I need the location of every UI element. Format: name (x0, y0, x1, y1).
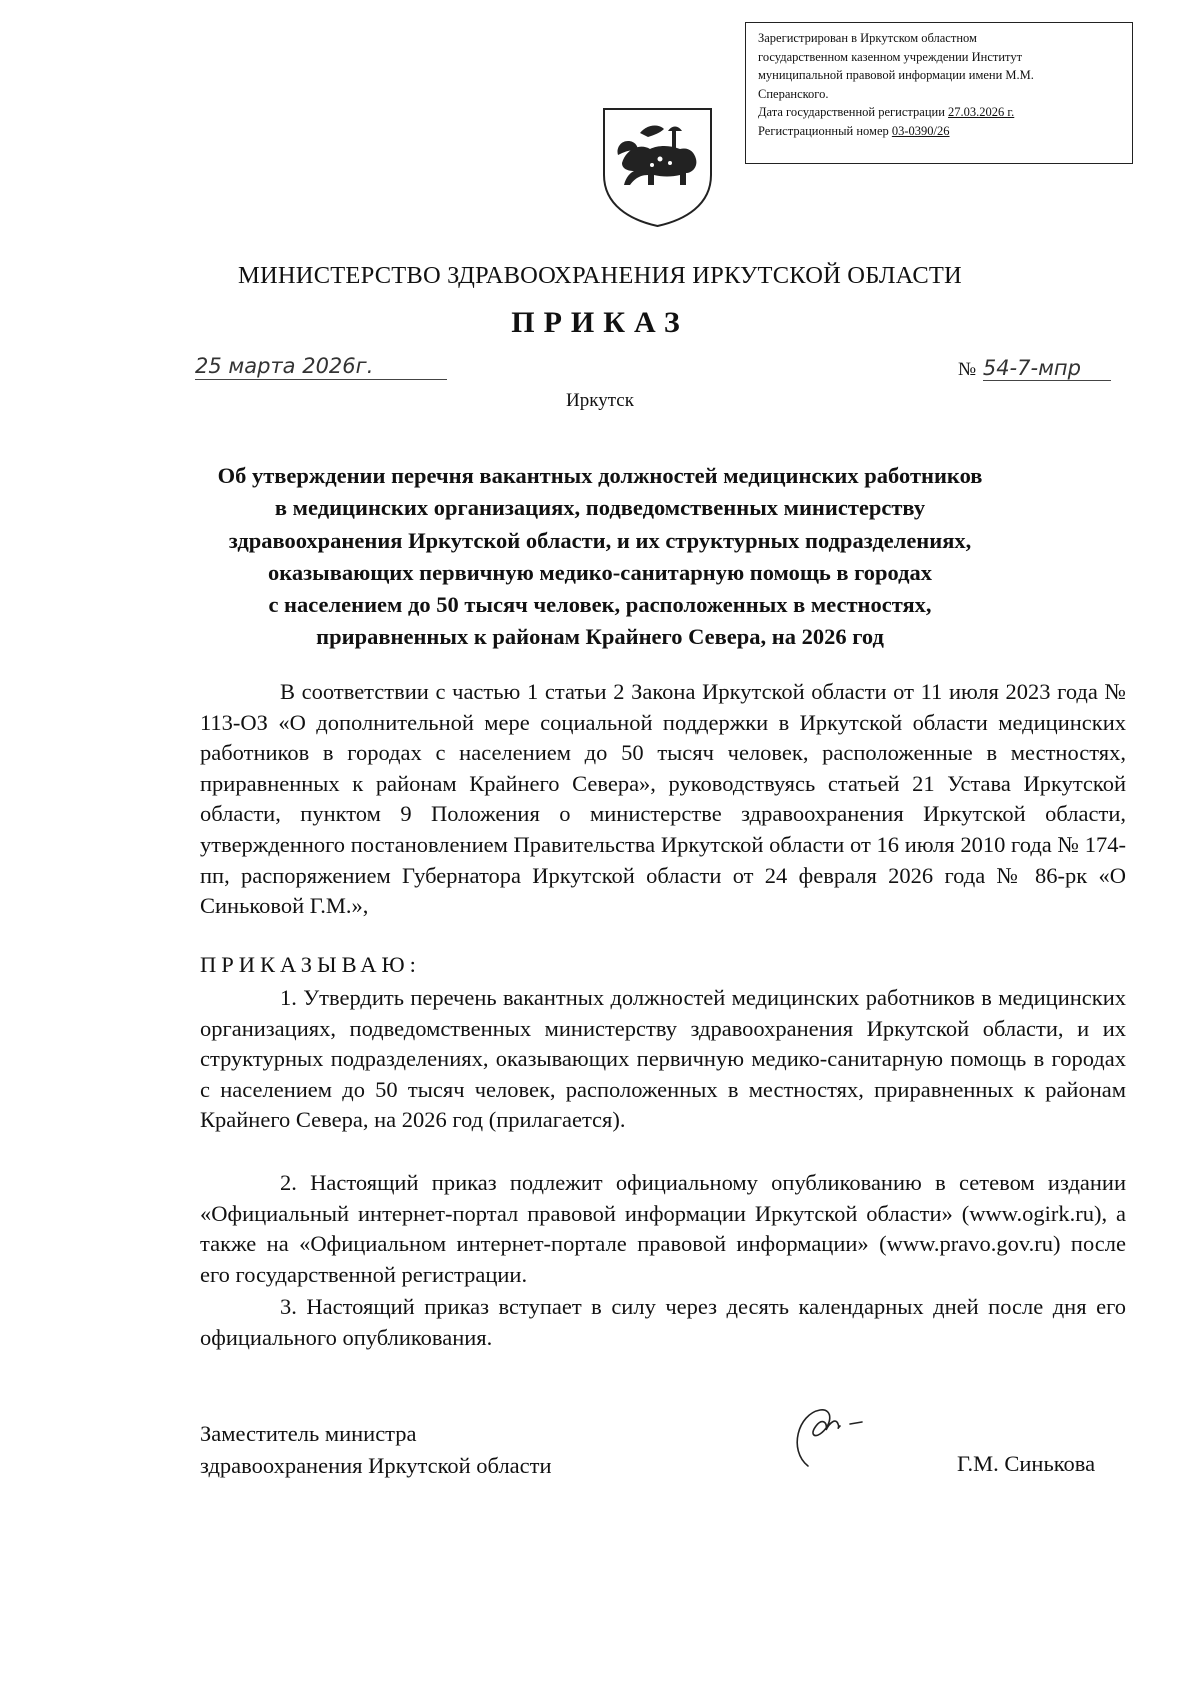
registration-line: Сперанского. (758, 86, 829, 101)
order-number-value: 54-7-мпр (983, 356, 1111, 381)
registration-date (758, 103, 1122, 122)
order-item-3: 3. Настоящий приказ вступает в силу через десять календарных дней после дня его официального опубликования. (200, 1294, 1126, 1350)
subject-line: Об утверждении перечня вакантных должностей медицинских работников (217, 463, 983, 488)
subject-line: оказывающих первичную медико-санитарную помощь в городах (267, 559, 933, 585)
preamble-paragraph: В соответствии с частью 1 статьи 2 Закона Иркутской области от 11 июля 2023 года № 113-ОЗ «О дополнительной мере социальной поддержки в Иркутской области медицинских работников в городах с населением до 50 тысяч человек, расположенные в местностях, приравненных к районам Крайнего Севера», руководствуясь статьей 21 Устава Иркутской области, пунктом 9 Положения о министерстве здравоохранения Иркутской области, утвержденного постановлением Правительства Иркутской области от 16 июля 2010 года № 174-пп, распоряжением Губернатора Иркутской области от 24 февраля 2026 года № 86-рк «О Синьковой Г.М.», (200, 679, 1126, 919)
coat-of-arms-emblem (600, 105, 715, 229)
subject-line: приравненных к районам Крайнего Севера, на 2026 год (316, 624, 884, 650)
registration-date-label: Дата государственной регистрации (758, 105, 949, 119)
registration-stamp (745, 22, 1133, 164)
signatory-position-line: здравоохранения Иркутской области (200, 1453, 552, 1478)
order-subject-title (150, 460, 1050, 654)
city-name: Иркутск (566, 390, 634, 411)
registration-number (758, 122, 1122, 141)
number-sign: № (958, 359, 977, 380)
subject-line: в медицинских организациях, подведомственных министерству (274, 495, 926, 521)
signatory-position-line: Заместитель министра (200, 1421, 417, 1446)
document-type-title: ПРИКАЗ (511, 306, 689, 339)
registration-line: муниципальной правовой информации имени М.М. (758, 68, 1034, 82)
registration-number-value: 03-0390/26 (891, 123, 950, 138)
signatory-position (200, 1418, 552, 1482)
order-item-2: 2. Настоящий приказ подлежит официальному опубликованию в сетевом издании «Официальный интернет-портал правовой информации Иркутской области» (www.ogirk.ru), а также на «Официальном интернет-портале правовой информации» (www.pravo.gov.ru) после его государственной регистрации. (200, 1170, 1126, 1287)
registration-number-label: Регистрационный номер (758, 123, 892, 138)
registration-line: государственном казенном учреждении Институт (758, 49, 1023, 64)
order-number (958, 356, 1136, 381)
registration-date-value: 27.03.2026 г. (948, 105, 1015, 119)
registration-line: Зарегистрирован в Иркутском областном (758, 31, 977, 45)
subject-line: с населением до 50 тысяч человек, расположенных в местностях, (268, 592, 932, 618)
signatory-name: Г.М. Синькова (957, 1451, 1096, 1476)
order-item-1: 1. Утвердить перечень вакантных должностей медицинских работников в медицинских организациях, подведомственных министерству здравоохранения Иркутской области, и их структурных подразделениях, оказывающих первичную медико-санитарную помощь в городах с населением до 50 тысяч человек, расположенных в местностях, приравненных к районам Крайнего Севера, на 2026 год (прилагается). (200, 985, 1126, 1133)
order-date-handwritten (195, 354, 447, 380)
order-date-value: 25 марта 2026г. (195, 354, 447, 380)
order-directive-word: ПРИКАЗЫВАЮ: (200, 952, 421, 977)
subject-line: здравоохранения Иркутской области, и их структурных подразделениях, (228, 527, 972, 553)
handwritten-signature (780, 1400, 890, 1472)
ministry-heading: МИНИСТЕРСТВО ЗДРАВООХРАНЕНИЯ ИРКУТСКОЙ ОБЛАСТИ (238, 262, 962, 289)
